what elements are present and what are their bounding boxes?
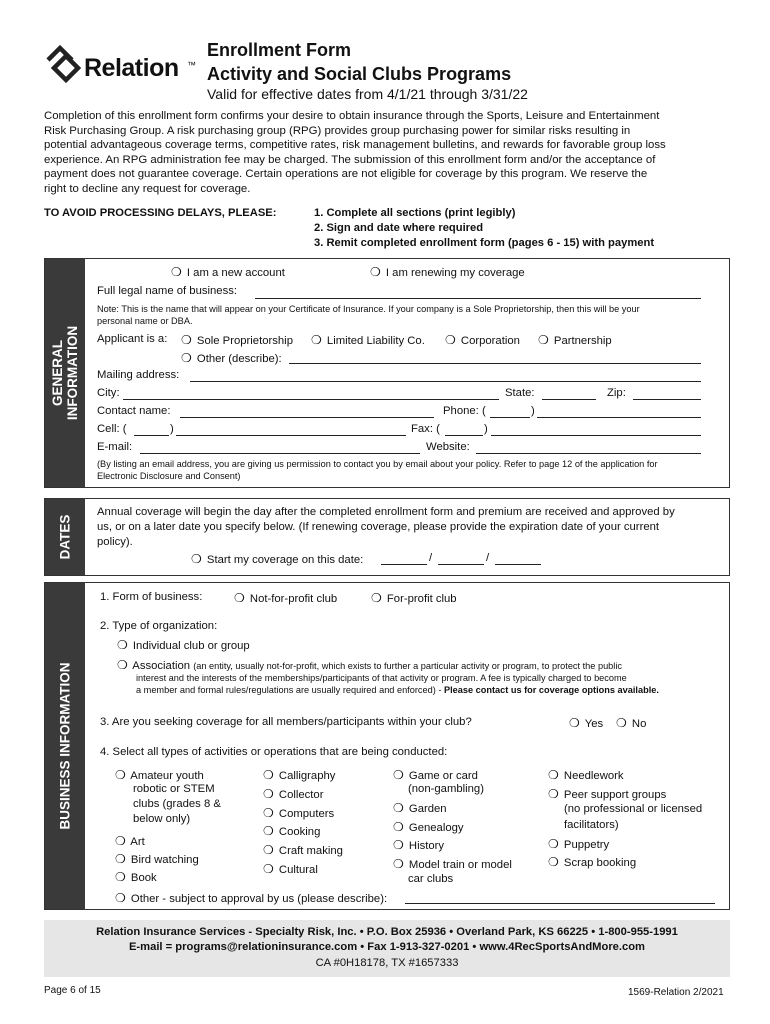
logo-text: Relation [84, 54, 179, 82]
logo-trademark: ™ [187, 60, 196, 70]
company-address: Relation Insurance Services - Specialty Risk, Inc. • P.O. Box 25936 • Overland Park, KS 66225 • 1-800-955-1991 [96, 926, 678, 938]
checkbox-icon: ❍ [263, 843, 274, 857]
form-of-business-label: 1. Form of business: [100, 591, 203, 603]
checkbox-icon: ❍ [548, 837, 559, 851]
relation-logo [44, 40, 194, 88]
checkbox-icon: ❍ [548, 787, 559, 801]
activity-garden[interactable]: ❍ Garden [393, 801, 447, 815]
checkbox-icon: ❍ [393, 857, 404, 871]
activity-craft-making[interactable]: ❍ Craft making [263, 843, 343, 857]
activity-scrap-booking[interactable]: ❍ Scrap booking [548, 855, 637, 869]
step-1: 1. Complete all sections (print legibly) [314, 207, 516, 219]
other-activity-field[interactable] [405, 903, 715, 904]
checkbox-icon: ❍ [548, 855, 559, 869]
activity-computers[interactable]: ❍ Computers [263, 806, 335, 820]
activity-cultural[interactable]: ❍ Cultural [263, 862, 318, 876]
checkbox-icon: ❍ [311, 333, 322, 347]
legal-name-field[interactable] [255, 298, 701, 299]
activity-needlework[interactable]: ❍ Needlework [548, 768, 624, 782]
company-contact: E-mail = programs@relationinsurance.com • Fax 1-913-327-0201 • www.4RecSportsAndMore.com [128, 941, 646, 953]
phone-area-field[interactable] [490, 417, 530, 418]
city-label: City: [97, 387, 120, 399]
dates-section: DATES Annual coverage will begin the day after the completed enrollment form and premium are received and approved by us, or on a later date you specify below. (If renewing coverage, please provide the expiration date of your current policy). ❍ Start my coverage on this date: / / [44, 498, 730, 576]
checkbox-icon: ❍ [263, 806, 274, 820]
cell-area-field[interactable] [134, 435, 169, 436]
fax-number-field[interactable] [491, 435, 701, 436]
checkbox-icon: ❍ [371, 591, 382, 605]
activity-calligraphy[interactable]: ❍ Calligraphy [263, 768, 336, 782]
mailing-address-field[interactable] [190, 381, 701, 382]
start-year-field[interactable] [495, 564, 541, 565]
intro-paragraph: Completion of this enrollment form confirms your desire to obtain insurance through the Sports, Leisure and Entertainment Risk Purchasing Group. A risk purchasing group (RPG) provides group purchasing power for similar risks resulting in potential advantageous coverage terms, competitive rates, risk management bulletins, and rewards for favorable group loss experience. An RPG administration fee may be charged. The submission of this enrollment form and/or the acceptance of payment does not guarantee coverage. Certain operations are not eligible for coverage by this program. We reserve the right to decline any request for coverage. [44, 110, 666, 195]
checkbox-icon: ❍ [181, 333, 192, 347]
checkbox-icon: ❍ [393, 838, 404, 852]
checkbox-icon: ❍ [548, 768, 559, 782]
step-3: 3. Remit completed enrollment form (pages 6 - 15) with payment [314, 237, 655, 249]
email-consent-note: (By listing an email address, you are giving us permission to contact you by email about your policy. Refer to page 12 of the application for [97, 459, 658, 469]
checkbox-icon: ❍ [191, 552, 202, 566]
yes-option[interactable]: ❍ Yes [569, 716, 604, 730]
checkbox-icon: ❍ [115, 852, 126, 866]
checkbox-icon: ❍ [393, 768, 404, 782]
checkbox-icon: ❍ [393, 801, 404, 815]
city-field[interactable] [123, 399, 499, 400]
checkbox-icon: ❍ [263, 787, 274, 801]
renewing-option[interactable]: ❍ I am renewing my coverage [370, 265, 525, 279]
sole-proprietorship-option[interactable]: ❍ Sole Proprietorship [181, 333, 293, 347]
business-information-section: BUSINESS INFORMATION 1. Form of business: ❍ Not-for-profit club ❍ For-profit club 2. Type of organization: ❍ Individual club or group ❍ Association (an entity, usually not-for-profit, which exists to further a particular activity or program, to protect the public interest and the interests of the memberships/participants of that activity or program. A fee is typically charged to become a member and formal rules/regulations are usually required and enforced) - Please contact us for coverage options available. 3. Are you seeking coverage for all members/participants within your club? ❍ Yes ❍ No 4. Select all types of activities or operations that are being conducted: ❍ Amateur youth robotic or STEM clubs (grades 8 & below only) ❍ Art ❍ Bird watching ❍ Book ❍ Calligraphy ❍ Collector ❍ Computers ❍ Cooking ❍ Craft making ❍ Cultural ❍ Game or card (non-gambling) ❍ Garden ❍ Genealogy ❍ History ❍ Model train or model car clubs ❍ Needlework ❍ Peer support groups (no professional or licensed facilitators) ❍ Puppetry ❍ Scrap booking ❍ Other - subject to approval by us (please describe): [44, 582, 730, 910]
activity-amateur-youth[interactable]: ❍ Amateur youth [115, 768, 204, 782]
fax-area-field[interactable] [445, 435, 483, 436]
contact-footer [44, 920, 730, 977]
no-option[interactable]: ❍ No [616, 716, 647, 730]
mailing-address-label: Mailing address: [97, 369, 180, 381]
license-numbers: CA #0H18178, TX #1657333 [315, 957, 459, 969]
contact-name-label: Contact name: [97, 405, 171, 417]
page-number: Page 6 of 15 [44, 985, 101, 996]
zip-label: Zip: [607, 387, 626, 399]
checkbox-icon[interactable]: ❍ [370, 265, 381, 279]
for-profit-option[interactable]: ❍ For-profit club [371, 591, 457, 605]
partnership-option[interactable]: ❍ Partnership [538, 333, 612, 347]
contact-name-field[interactable] [180, 417, 434, 418]
phone-number-field[interactable] [537, 417, 701, 418]
association-option[interactable]: ❍ Association (an entity, usually not-for-profit, which exists to further a particular activity or program, to protect the public [117, 658, 622, 672]
fax-label: Fax: ( [411, 423, 440, 435]
checkbox-icon: ❍ [616, 716, 627, 730]
email-label: E-mail: [97, 441, 133, 453]
general-information-section: GENERAL INFORMATION ❍ I am a new account ❍ I am renewing my coverage Full legal name of business: Note: This is the name that will appear on your Certificate of Insurance. If your company is a Sole Proprietorship, then this will be your personal name or DBA. Applicant is a: ❍ Sole Proprietorship ❍ Limited Liability Co. ❍ Corporation ❍ Partnership ❍ Other (describe): Mailing address: City: State: Zip: Contact name: Phone: ( ) Cell: ( ) Fax: ( ) E-mail: Website: (By listing an email address, you are giving us permission to contact you by email about your policy. Refer to page 12 of the application for Electronic Disclosure and Consent) [44, 258, 730, 488]
checkbox-icon: ❍ [538, 333, 549, 347]
start-day-field[interactable] [438, 564, 484, 565]
applicant-type-label: Applicant is a: [97, 333, 168, 345]
start-month-field[interactable] [381, 564, 427, 565]
activity-other[interactable]: ❍ Other - subject to approval by us (please describe): [115, 891, 388, 905]
checkbox-icon: ❍ [393, 820, 404, 834]
checkbox-icon: ❍ [115, 891, 126, 905]
activity-art[interactable]: ❍ Art [115, 834, 145, 848]
activity-collector[interactable]: ❍ Collector [263, 787, 324, 801]
form-title: Enrollment Form [207, 40, 352, 60]
start-coverage-option[interactable]: ❍ Start my coverage on this date: [191, 552, 364, 566]
activities-question: 4. Select all types of activities or operations that are being conducted: [100, 746, 448, 758]
step-2: 2. Sign and date where required [314, 222, 484, 234]
checkbox-icon: ❍ [445, 333, 456, 347]
cell-label: Cell: ( [97, 423, 127, 435]
activity-book[interactable]: ❍ Book [115, 870, 157, 884]
legal-name-label: Full legal name of business: [97, 285, 238, 297]
checkbox-icon: ❍ [263, 768, 274, 782]
activity-cooking[interactable]: ❍ Cooking [263, 824, 321, 838]
activity-model-train[interactable]: ❍ Model train or model [393, 857, 512, 871]
checkbox-icon: ❍ [117, 658, 128, 672]
legal-name-note: Note: This is the name that will appear on your Certificate of Insurance. If your company is a Sole Proprietorship, then this will be your [97, 304, 640, 314]
activity-history[interactable]: ❍ History [393, 838, 445, 852]
form-subtitle: Activity and Social Clubs Programs [207, 64, 512, 84]
checkbox-icon: ❍ [117, 638, 128, 652]
checkbox-icon: ❍ [115, 870, 126, 884]
checkbox-icon: ❍ [263, 824, 274, 838]
email-field[interactable] [140, 453, 420, 454]
business-sidebar: BUSINESS INFORMATION [45, 583, 85, 909]
activity-peer-support[interactable]: ❍ Peer support groups [548, 787, 667, 801]
website-field[interactable] [476, 453, 701, 454]
state-label: State: [505, 387, 535, 399]
relation-logo-icon [44, 44, 82, 84]
not-for-profit-option[interactable]: ❍ Not-for-profit club [234, 591, 338, 605]
individual-club-option[interactable]: ❍ Individual club or group [117, 638, 250, 652]
other-describe-option[interactable]: ❍ Other (describe): [181, 351, 282, 365]
other-describe-field[interactable] [289, 363, 701, 364]
checkbox-icon: ❍ [115, 834, 126, 848]
all-members-question: 3. Are you seeking coverage for all members/participants within your club? [100, 716, 472, 728]
dates-text: Annual coverage will begin the day after the completed enrollment form and premium are received and approved by [97, 506, 675, 518]
checkbox-icon[interactable]: ❍ [171, 265, 182, 279]
checkbox-icon: ❍ [115, 768, 126, 782]
llc-option[interactable]: ❍ Limited Liability Co. [311, 333, 425, 347]
checkbox-icon: ❍ [569, 716, 580, 730]
checkbox-icon: ❍ [181, 351, 192, 365]
zip-field[interactable] [633, 399, 701, 400]
dates-sidebar: DATES [45, 499, 85, 575]
state-field[interactable] [542, 399, 596, 400]
form-number: 1569-Relation 2/2021 [628, 987, 724, 998]
website-label: Website: [426, 441, 470, 453]
checkbox-icon: ❍ [263, 862, 274, 876]
activity-bird-watching[interactable]: ❍ Bird watching [115, 852, 199, 866]
general-sidebar: GENERAL INFORMATION [45, 259, 85, 487]
activity-game-or-card[interactable]: ❍ Game or card [393, 768, 478, 782]
corporation-option[interactable]: ❍ Corporation [445, 333, 520, 347]
type-of-organization-label: 2. Type of organization: [100, 620, 218, 632]
cell-number-field[interactable] [176, 435, 406, 436]
valid-dates: Valid for effective dates from 4/1/21 through 3/31/22 [207, 86, 528, 102]
activity-puppetry[interactable]: ❍ Puppetry [548, 837, 610, 851]
activity-genealogy[interactable]: ❍ Genealogy [393, 820, 464, 834]
phone-label: Phone: ( [443, 405, 486, 417]
new-account-option[interactable]: ❍ I am a new account [171, 265, 285, 279]
checkbox-icon: ❍ [234, 591, 245, 605]
